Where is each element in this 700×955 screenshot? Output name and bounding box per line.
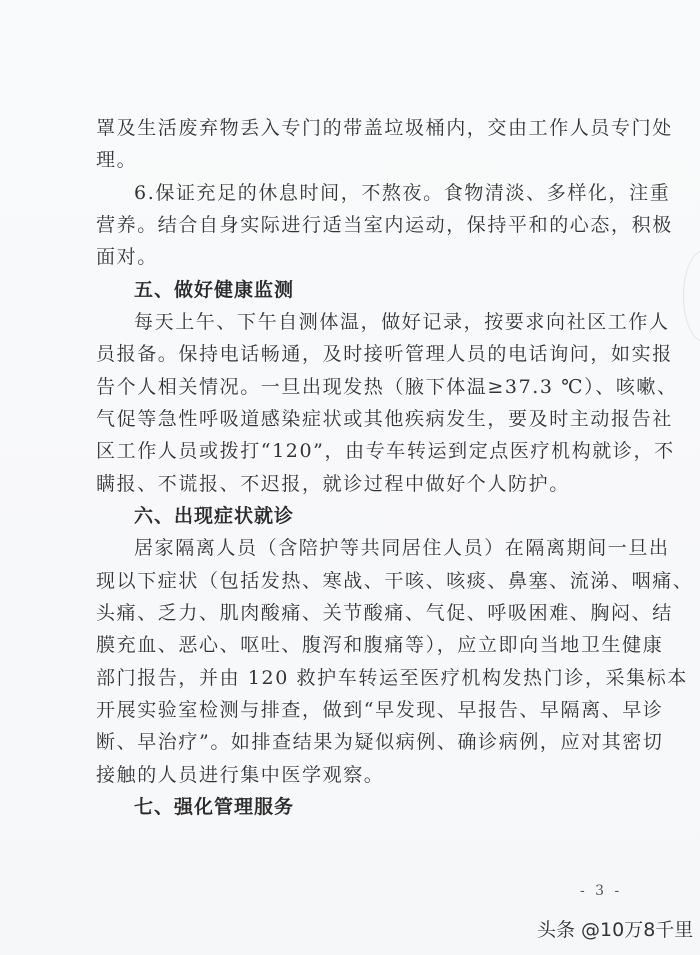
body-line: 断、早治疗”。如排查结果为疑似病例、确诊病例，应对其密切 bbox=[96, 731, 664, 753]
body-line: 理。 bbox=[96, 149, 138, 171]
section-heading-management: 七、强化管理服务 bbox=[134, 796, 295, 818]
section-heading-symptoms: 六、出现症状就诊 bbox=[134, 505, 295, 527]
watermark: 头条 @10万8千里 bbox=[537, 919, 694, 941]
body-line: 营养。结合自身实际进行适当室内运动，保持平和的心态，积极 bbox=[96, 214, 673, 236]
body-line: 告个人相关情况。一旦出现发热（腋下体温≥37.3 ℃）、咳嗽、 bbox=[96, 376, 678, 398]
body-line: 现以下症状（包括发热、寒战、干咳、咳痰、鼻塞、流涕、咽痛、 bbox=[96, 570, 694, 592]
body-line: 居家隔离人员（含陪护等共同居住人员）在隔离期间一旦出 bbox=[134, 537, 670, 559]
body-line: 部门报告，并由 120 救护车转运至医疗机构发热门诊，采集标本 bbox=[96, 667, 688, 689]
body-line: 面对。 bbox=[96, 246, 158, 268]
body-line: 开展实验室检测与排查，做到“早发现、早报告、早隔离、早诊 bbox=[96, 699, 664, 721]
body-line: 员报备。保持电话畅通，及时接听管理人员的电话询问，如实报 bbox=[96, 343, 673, 365]
body-line: 区工作人员或拨打“120”，由专车转运到定点医疗机构就诊，不 bbox=[96, 440, 675, 462]
body-line: 气促等急性呼吸道感染症状或其他疾病发生，要及时主动报告社 bbox=[96, 408, 673, 430]
paragraph-item-6: 6.保证充足的休息时间，不熬夜。食物清淡、多样化，注重 bbox=[134, 182, 671, 204]
section-heading-health-monitoring: 五、做好健康监测 bbox=[134, 279, 295, 301]
hole-punch-shadow bbox=[683, 250, 700, 342]
body-line: 罩及生活废弃物丢入专门的带盖垃圾桶内，交由工作人员专门处 bbox=[96, 117, 673, 139]
body-line: 瞒报、不谎报、不迟报，就诊过程中做好个人防护。 bbox=[96, 473, 570, 495]
body-line: 头痛、乏力、肌肉酸痛、关节酸痛、气促、呼吸困难、胸闷、结 bbox=[96, 602, 673, 624]
body-line: 膜充血、恶心、呕吐、腹泻和腹痛等），应立即向当地卫生健康 bbox=[96, 634, 664, 656]
body-line: 接触的人员进行集中医学观察。 bbox=[96, 764, 385, 786]
page-number: - 3 - bbox=[580, 883, 623, 899]
body-line: 每天上午、下午自测体温，做好记录，按要求向社区工作人 bbox=[134, 311, 670, 333]
